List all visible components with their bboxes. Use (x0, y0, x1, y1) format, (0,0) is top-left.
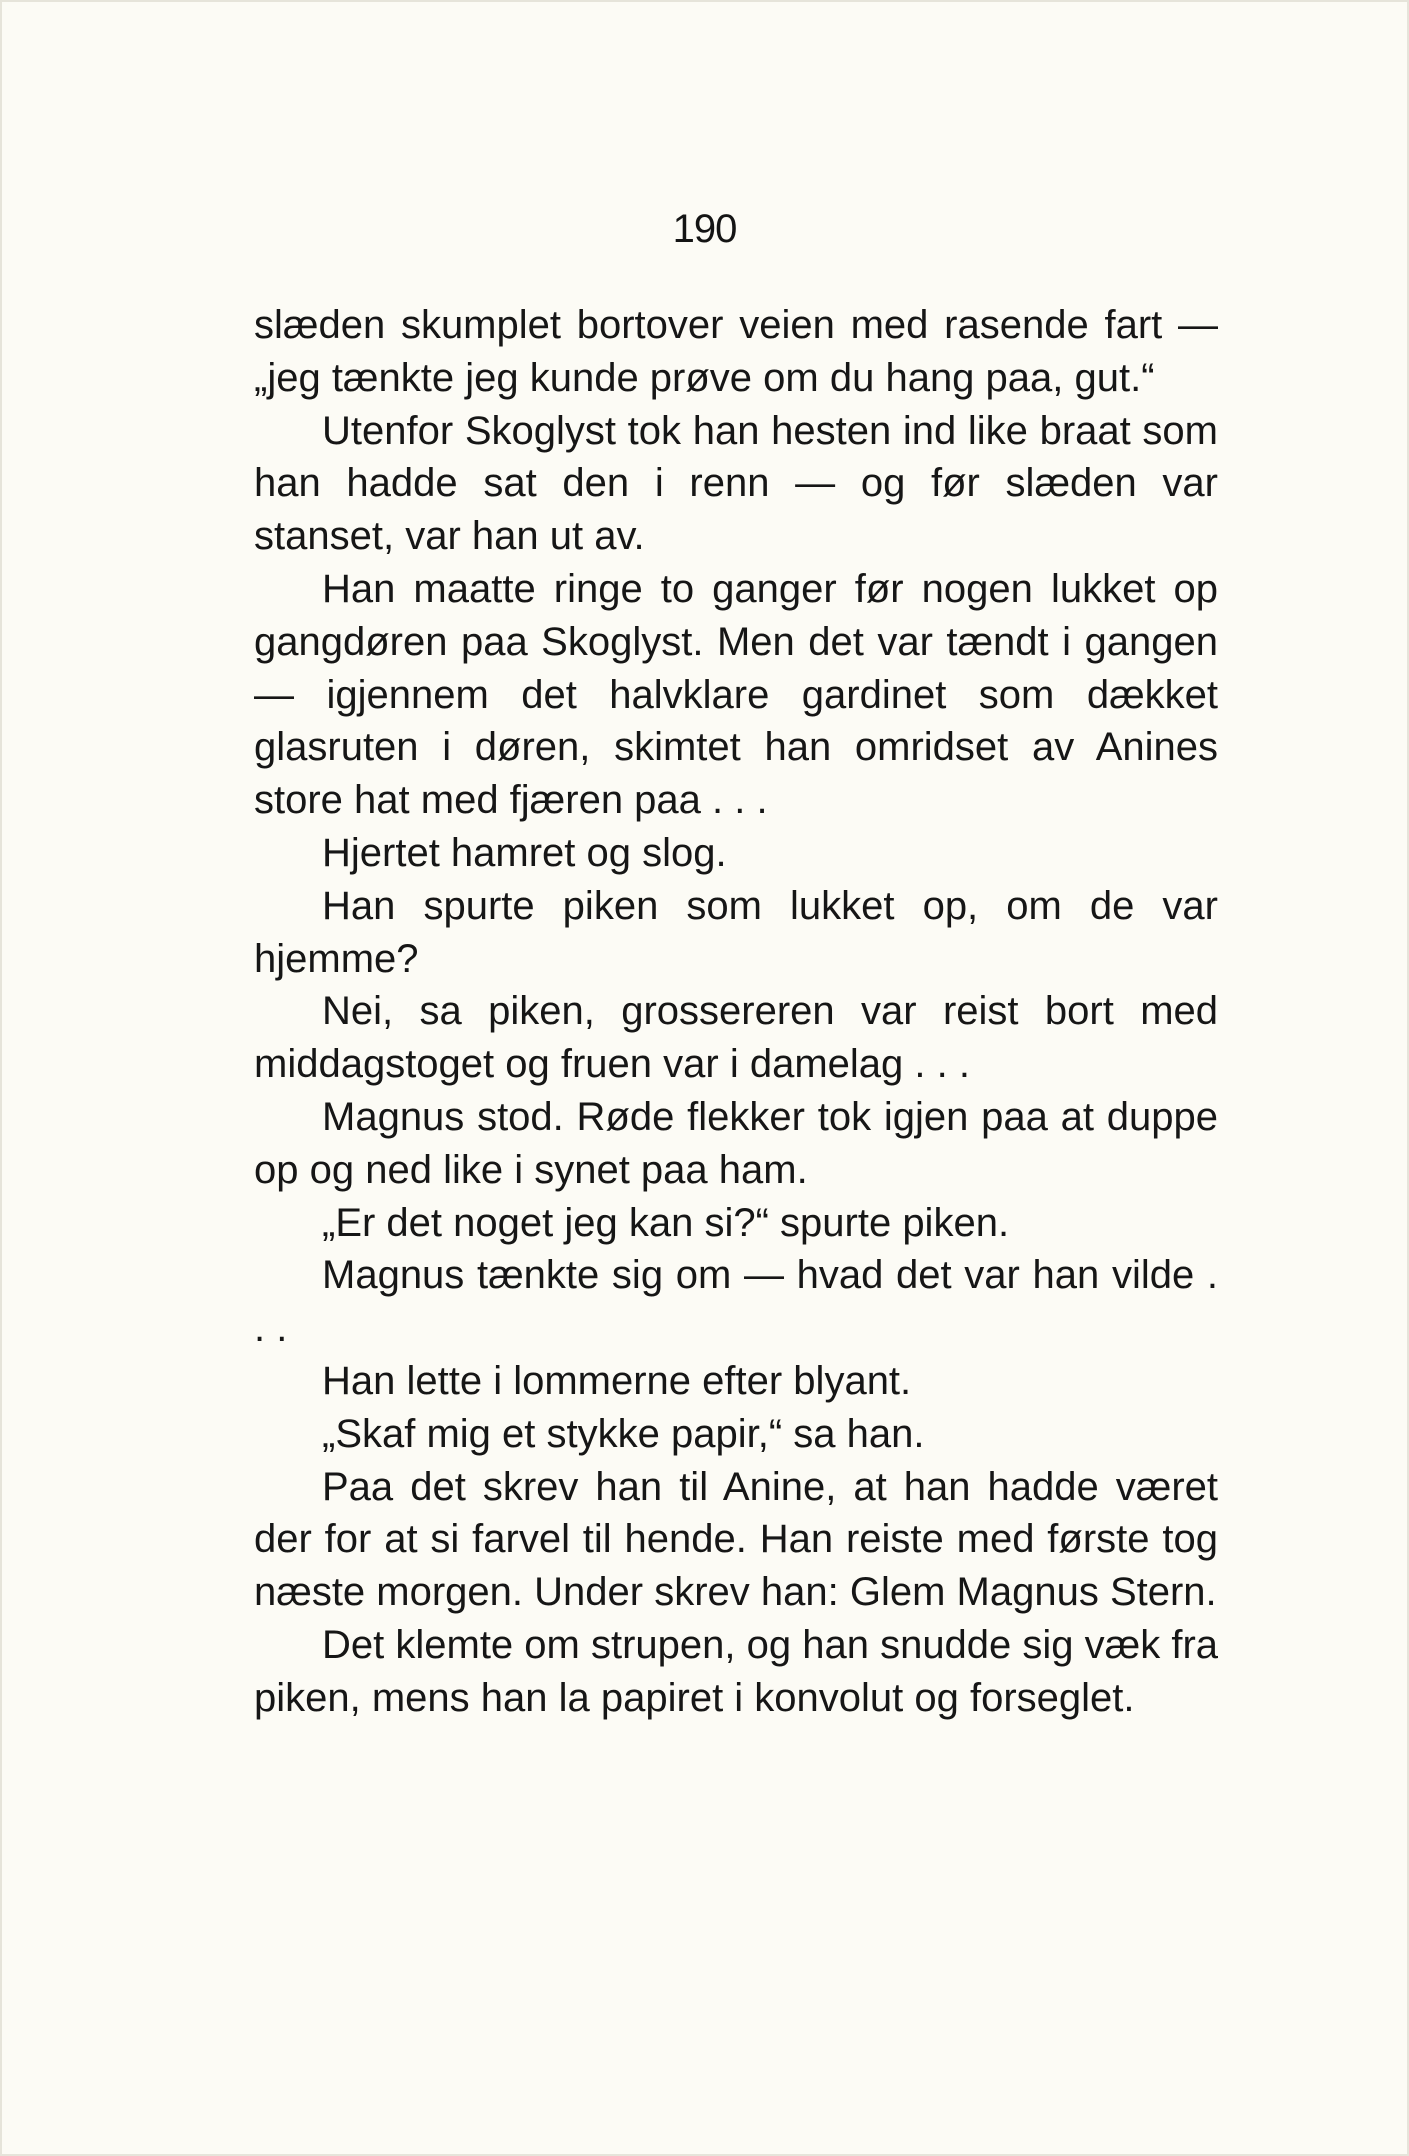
paragraph: Magnus tænkte sig om — hvad det var han vilde . . . (254, 1253, 1218, 1351)
paragraph: Magnus stod. Røde flekker tok igjen paa at duppe op og ned like i synet paa ham. (254, 1094, 1218, 1192)
paragraph: Han maatte ringe to ganger før nogen lukket op gangdøren paa Skoglyst. Men det var tændt i gangen — igjennem det halvklare gardinet som dækket glasruten i døren, skimtet han omridset av Anines store hat med fjæren paa . . . (254, 566, 1218, 823)
page-number: 190 (672, 207, 737, 251)
paragraph: Nei, sa piken, grossereren var reist bort med middagstoget og fruen var i damelag . . . (254, 989, 1218, 1087)
paragraph: slæden skumplet bortover veien med rasende fart — „jeg tænkte jeg kunde prøve om du hang paa, gut.“ (254, 303, 1218, 400)
paragraph: „Er det noget jeg kan si?“ spurte piken. (322, 1200, 1010, 1245)
body-text (254, 299, 1218, 1725)
paragraph: Utenfor Skoglyst tok han hesten ind like braat som han hadde sat den i renn — og før slæden var stanset, var han ut av. (254, 408, 1218, 559)
paragraph: „Skaf mig et stykke papir,“ sa han. (322, 1411, 925, 1456)
paragraph: Hjertet hamret og slog. (322, 830, 727, 875)
paragraph: Paa det skrev han til Anine, at han hadde været der for at si farvel til hende. Han reiste med første tog næste morgen. Under skrev han: Glem Magnus Stern. (254, 1464, 1218, 1615)
paragraph: Han lette i lommerne efter blyant. (322, 1358, 912, 1403)
paragraph: Det klemte om strupen, og han snudde sig væk fra piken, mens han la papiret i konvolut og forseglet. (254, 1622, 1219, 1720)
paragraph: Han spurte piken som lukket op, om de var hjemme? (254, 883, 1218, 981)
